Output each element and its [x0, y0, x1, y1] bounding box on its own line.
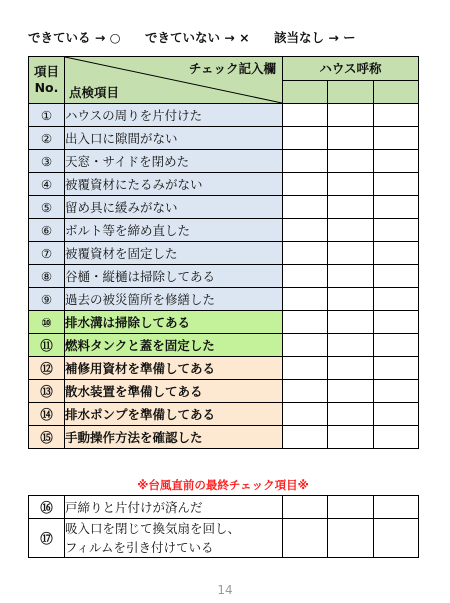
check-cell[interactable] — [283, 519, 328, 558]
legend-done: できている → ○ — [28, 30, 121, 45]
check-cell[interactable] — [328, 380, 374, 403]
item-text: 天窓・サイドを閉めた — [65, 150, 283, 173]
table-row — [29, 380, 419, 403]
check-cell[interactable] — [328, 311, 374, 334]
final-checklist-rows — [29, 496, 419, 558]
item-number: ⑭ — [29, 403, 65, 426]
item-text: 排水溝は掃除してある — [65, 311, 283, 334]
item-number: ⑦ — [29, 242, 65, 265]
item-text: ハウスの周りを片付けた — [65, 104, 283, 127]
check-cell[interactable] — [283, 150, 328, 173]
check-cell[interactable] — [374, 357, 419, 380]
check-cell[interactable] — [283, 288, 328, 311]
item-number: ⑩ — [29, 311, 65, 334]
check-cell[interactable] — [374, 173, 419, 196]
check-cell[interactable] — [374, 380, 419, 403]
check-cell[interactable] — [283, 173, 328, 196]
house-col-1 — [283, 80, 328, 104]
check-cell[interactable] — [283, 426, 328, 449]
check-cell[interactable] — [328, 150, 374, 173]
table-row — [29, 403, 419, 426]
item-number: ⑯ — [29, 496, 65, 519]
checklist-table — [28, 56, 419, 449]
check-cell[interactable] — [374, 242, 419, 265]
item-text: 出入口に隙間がない — [65, 127, 283, 150]
check-cell[interactable] — [283, 265, 328, 288]
check-cell[interactable] — [283, 380, 328, 403]
check-cell[interactable] — [328, 426, 374, 449]
table-row — [29, 242, 419, 265]
item-number: ④ — [29, 173, 65, 196]
check-cell[interactable] — [374, 104, 419, 127]
page-number: 14 — [217, 583, 233, 597]
check-cell[interactable] — [328, 219, 374, 242]
check-cell[interactable] — [328, 173, 374, 196]
item-text — [65, 519, 283, 558]
check-cell[interactable] — [374, 150, 419, 173]
check-cell[interactable] — [328, 127, 374, 150]
item-text: 手動操作方法を確認した — [65, 426, 283, 449]
table-row — [29, 426, 419, 449]
item-text: 排水ポンプを準備してある — [65, 403, 283, 426]
table-row — [29, 288, 419, 311]
check-cell[interactable] — [328, 519, 374, 558]
header-item-no-sub: No. — [34, 80, 59, 95]
header-inspection-item: 点検項目 — [69, 85, 120, 100]
table-row — [29, 127, 419, 150]
check-cell[interactable] — [328, 288, 374, 311]
check-cell[interactable] — [374, 288, 419, 311]
item-text — [65, 496, 283, 519]
check-cell[interactable] — [374, 311, 419, 334]
check-cell[interactable] — [328, 496, 374, 519]
check-cell[interactable] — [328, 357, 374, 380]
check-cell[interactable] — [374, 265, 419, 288]
header-item-no-label: 項目 — [33, 64, 59, 79]
check-cell[interactable] — [328, 242, 374, 265]
legend — [28, 28, 428, 46]
table-row — [29, 150, 419, 173]
header-check-column: チェック記入欄 — [188, 61, 276, 76]
table-row — [29, 104, 419, 127]
item-text: 被覆資材にたるみがない — [65, 173, 283, 196]
check-cell[interactable] — [283, 311, 328, 334]
item-number: ⑫ — [29, 357, 65, 380]
item-number: ③ — [29, 150, 65, 173]
item-text: 被覆資材を固定した — [65, 242, 283, 265]
check-cell[interactable] — [374, 334, 419, 357]
header-item-no — [29, 57, 65, 104]
item-number: ⑤ — [29, 196, 65, 219]
item-text: ボルト等を締め直した — [65, 219, 283, 242]
table-row — [29, 196, 419, 219]
legend-not-done: できていない → × — [144, 30, 250, 45]
house-col-2 — [328, 80, 374, 104]
check-cell[interactable] — [283, 496, 328, 519]
item-number: ⑬ — [29, 380, 65, 403]
item-text: 散水装置を準備してある — [65, 380, 283, 403]
check-cell[interactable] — [328, 196, 374, 219]
table-row — [29, 219, 419, 242]
check-cell[interactable] — [283, 219, 328, 242]
item-text: 留め具に緩みがない — [65, 196, 283, 219]
check-cell[interactable] — [283, 242, 328, 265]
item-number: ⑥ — [29, 219, 65, 242]
table-row — [29, 496, 419, 519]
check-cell[interactable] — [374, 496, 419, 519]
check-cell[interactable] — [328, 403, 374, 426]
check-cell[interactable] — [374, 196, 419, 219]
final-checklist-table — [28, 495, 419, 558]
item-text: 過去の被災箇所を修繕した — [65, 288, 283, 311]
check-cell[interactable] — [374, 127, 419, 150]
check-cell[interactable] — [283, 357, 328, 380]
check-cell[interactable] — [283, 196, 328, 219]
table-row — [29, 357, 419, 380]
check-cell[interactable] — [283, 104, 328, 127]
checklist-rows — [29, 104, 419, 449]
house-col-3 — [374, 80, 419, 104]
item-text-line: 戸締りと片付けが済んだ — [65, 499, 203, 515]
check-cell[interactable] — [328, 265, 374, 288]
item-number: ⑪ — [29, 334, 65, 357]
item-text-line: 吸入口を閉じて換気扇を回し、 — [65, 521, 241, 536]
header-house-name: ハウス呼称 — [283, 57, 419, 81]
check-cell[interactable] — [328, 104, 374, 127]
check-cell[interactable] — [374, 403, 419, 426]
table-row — [29, 311, 419, 334]
check-cell[interactable] — [283, 127, 328, 150]
item-number: ① — [29, 104, 65, 127]
check-cell[interactable] — [283, 403, 328, 426]
table-row — [29, 173, 419, 196]
item-text: 谷樋・縦樋は掃除してある — [65, 265, 283, 288]
item-text: 補修用資材を準備してある — [65, 357, 283, 380]
item-text-line: フィルムを引き付けている — [65, 540, 214, 555]
table-row — [29, 519, 419, 558]
check-cell[interactable] — [374, 519, 419, 558]
item-number: ⑨ — [29, 288, 65, 311]
final-check-notice: ※台風直前の最終チェック項目※ — [137, 478, 309, 492]
header-diagonal-cell — [65, 57, 283, 104]
legend-not-applicable: 該当なし → ー — [273, 30, 356, 45]
check-cell[interactable] — [374, 426, 419, 449]
check-cell[interactable] — [374, 219, 419, 242]
item-text: 燃料タンクと蓋を固定した — [65, 334, 283, 357]
item-number: ⑮ — [29, 426, 65, 449]
check-cell[interactable] — [328, 334, 374, 357]
check-cell[interactable] — [283, 334, 328, 357]
table-row — [29, 334, 419, 357]
item-number: ② — [29, 127, 65, 150]
item-number: ⑧ — [29, 265, 65, 288]
item-number: ⑰ — [29, 519, 65, 558]
table-row — [29, 265, 419, 288]
